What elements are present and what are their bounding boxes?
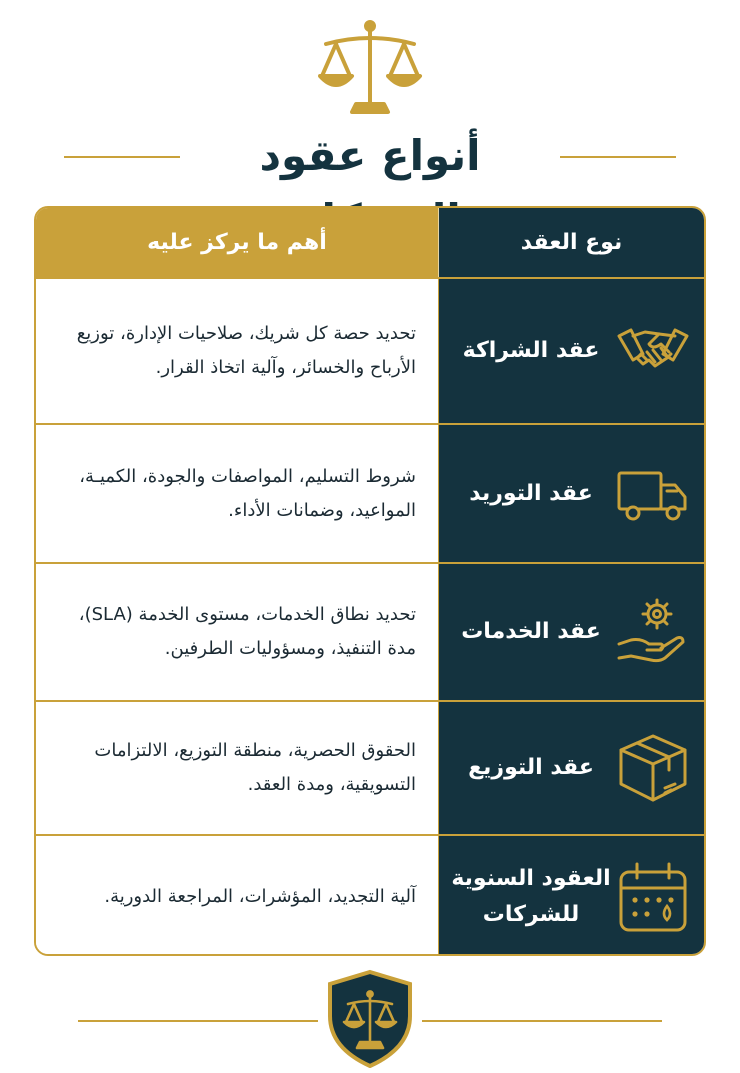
table-header [36,208,704,277]
row-type-label: عقد التوريد [469,480,593,506]
row-description-text: تحديد حصة كل شريك، صلاحيات الإدارة، توزيع الأرباح والخسائر، وآلية اتخاذ القرار. [76,323,416,378]
table-row [36,834,704,956]
gear-hand-icon [615,594,691,670]
row-type-label: العقود السنوية للشركات [451,866,611,927]
shield-scales-icon [326,968,414,1068]
truck-icon [615,457,691,533]
row-description [36,564,438,700]
contracts-table [34,206,706,956]
row-description-text: الحقوق الحصرية، منطقة التوزيع، الالتزامات التسويقية، ومدة العقد. [94,740,416,795]
row-description [36,425,438,562]
row-type [439,836,704,956]
row-type-label: عقد التوزيع [468,755,594,780]
row-type [439,425,704,562]
box-icon [615,730,691,806]
row-type-label: عقد الشراكة [462,338,600,363]
title-area [0,120,740,190]
title-divider-left [64,156,180,158]
row-type [439,564,704,700]
footer-divider-right [422,1020,662,1022]
row-description-text: آلية التجديد، المؤشرات، المراجعة الدورية. [104,886,416,907]
row-description [36,836,438,956]
footer-divider-left [78,1020,318,1022]
title-divider-right [560,156,676,158]
row-description-text: شروط التسليم، المواصفات والجودة، الكميـة، المواعيد، وضمانات الأداء. [79,465,416,521]
handshake-icon [615,314,691,390]
table-row [36,423,704,562]
row-type [439,702,704,834]
row-type [439,279,704,423]
header-focus-column: أهم ما يركز عليه [36,208,438,277]
scales-icon [316,18,424,116]
row-description-text: تحديد نطاق الخدمات، مستوى الخدمة (SLA)، مدة التنفيذ، ومسؤوليات الطرفين. [78,604,416,659]
table-row [36,562,704,700]
row-description [36,702,438,834]
page-title: أنواع عقود [259,131,481,180]
row-description [36,279,438,423]
row-type-label: عقد الخدمات [461,619,601,644]
header-type-column: نوع العقد [439,208,704,277]
calendar-icon [615,860,691,936]
table-row [36,700,704,834]
table-row [36,277,704,423]
